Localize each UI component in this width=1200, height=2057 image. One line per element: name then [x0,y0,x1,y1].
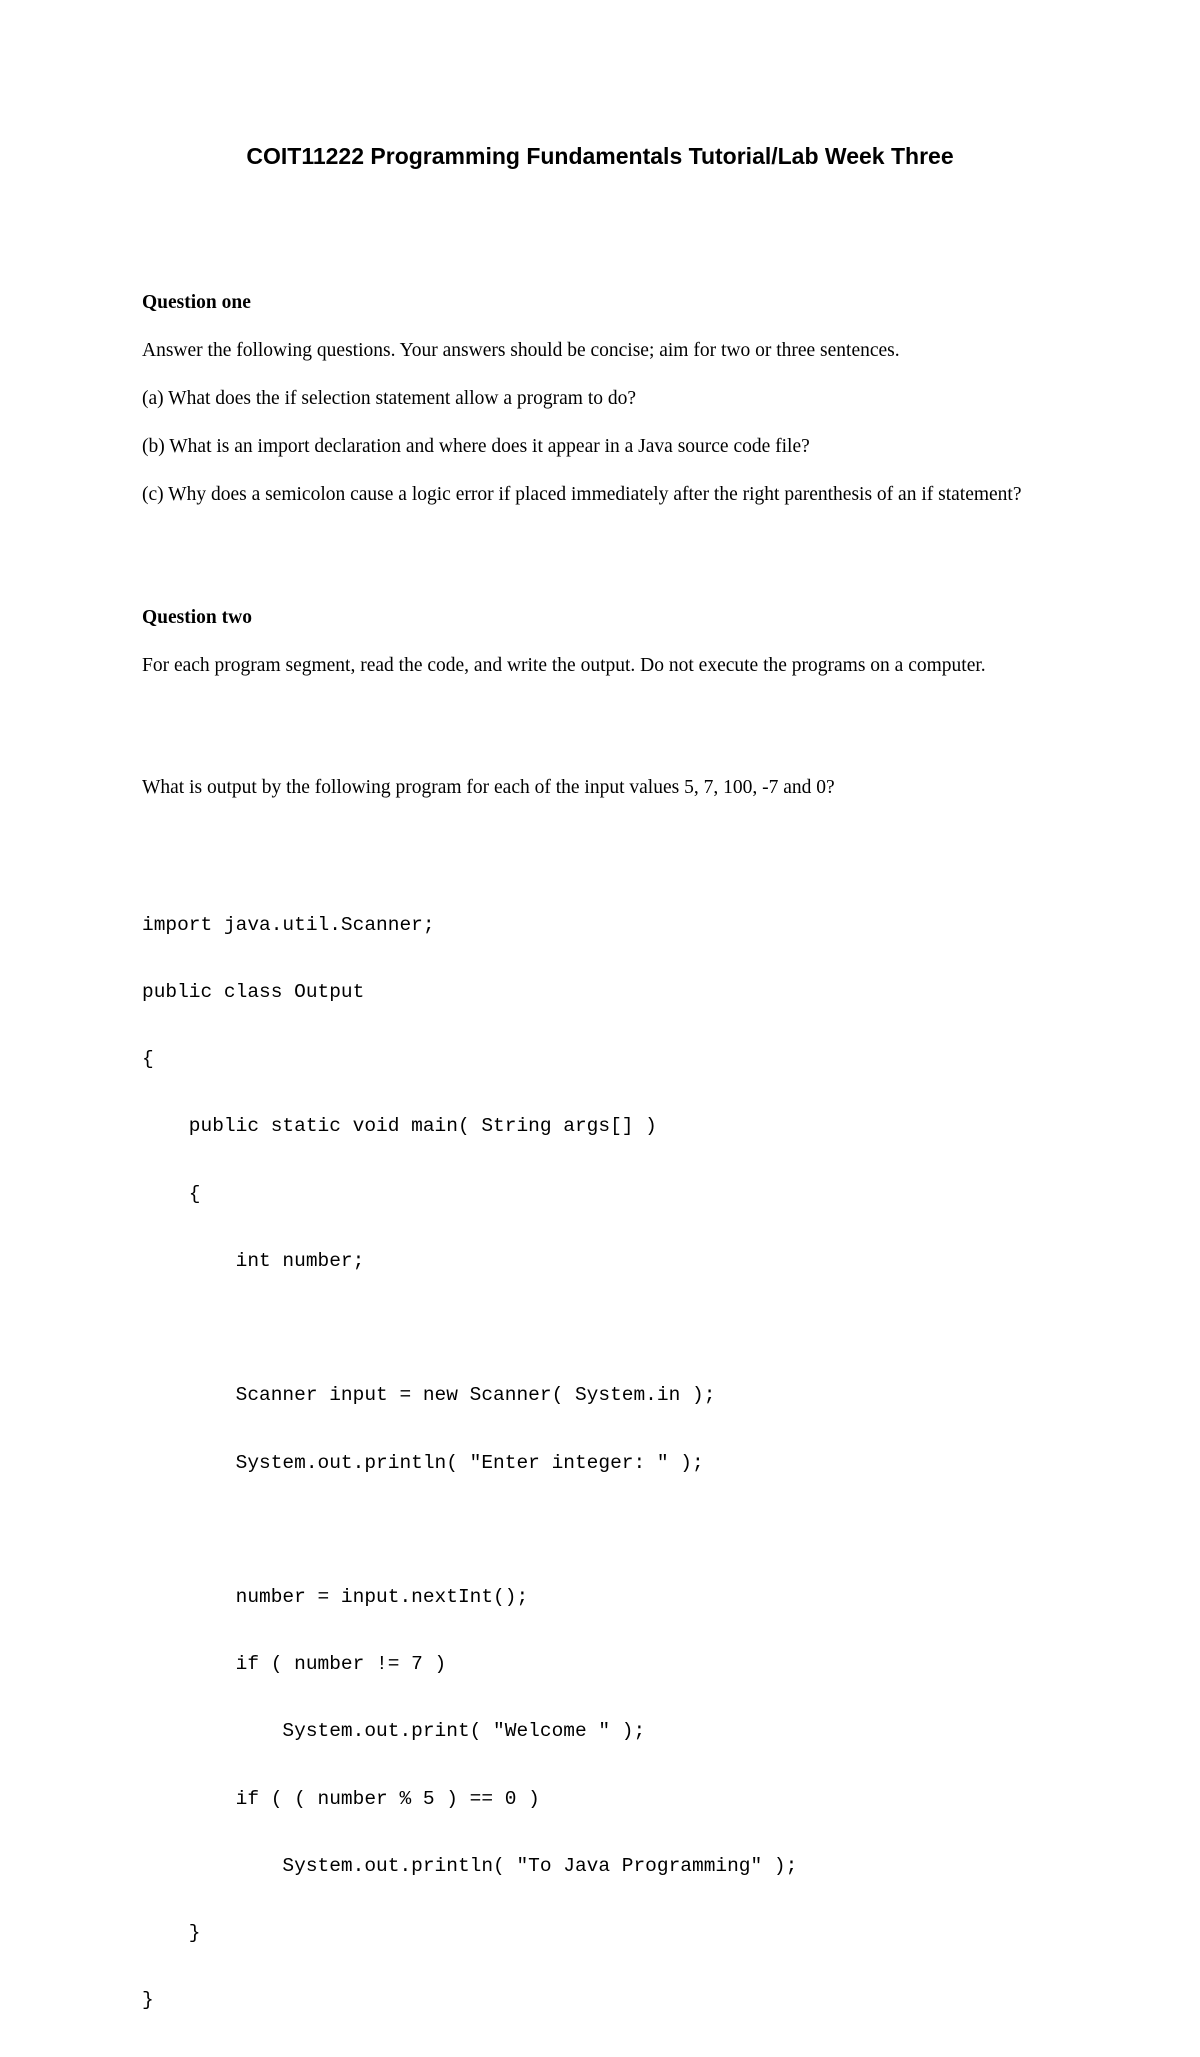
code-line [142,1519,797,1541]
code-line: public static void main( String args[] ) [142,1115,657,1138]
code-line: System.out.println( "Enter integer: " ); [142,1451,704,1474]
question-two-intro: For each program segment, read the code, and write the output. Do not execute the programs on a computer. [142,655,986,676]
code-listing [142,869,797,2057]
code-line: System.out.print( "Welcome " ); [142,1720,646,1743]
code-line: public class Output [142,981,365,1004]
code-line: Scanner input = new Scanner( System.in ); [142,1384,716,1407]
document-title: COIT11222 Programming Fundamentals Tutorial/Lab Week Three [246,143,954,169]
question-two-prompt: What is output by the following program for each of the input values 5, 7, 100, -7 and 0? [142,777,835,798]
code-line: { [142,1182,201,1205]
question-one-item-b: (b) What is an import declaration and where does it appear in a Java source code file? [142,436,810,457]
question-one-item-a: (a) What does the if selection statement allow a program to do? [142,388,637,409]
code-line: System.out.println( "To Java Programming" ); [142,1854,798,1877]
code-line: if ( ( number % 5 ) == 0 ) [142,1787,540,1810]
question-one-heading: Question one [142,292,251,313]
code-line: number = input.nextInt(); [142,1585,529,1608]
code-line: { [142,1048,154,1071]
code-line: import java.util.Scanner; [142,913,435,936]
question-two-heading: Question two [142,607,252,628]
code-line: } [142,1922,201,1945]
code-line: if ( number != 7 ) [142,1653,447,1676]
code-line: int number; [142,1249,365,1272]
question-one-intro: Answer the following questions. Your answers should be concise; aim for two or three sentences. [142,340,900,361]
code-line [142,1317,797,1339]
code-line: } [142,1989,154,2012]
question-one-item-c: (c) Why does a semicolon cause a logic error if placed immediately after the right parenthesis of an if statement? [142,484,1022,505]
